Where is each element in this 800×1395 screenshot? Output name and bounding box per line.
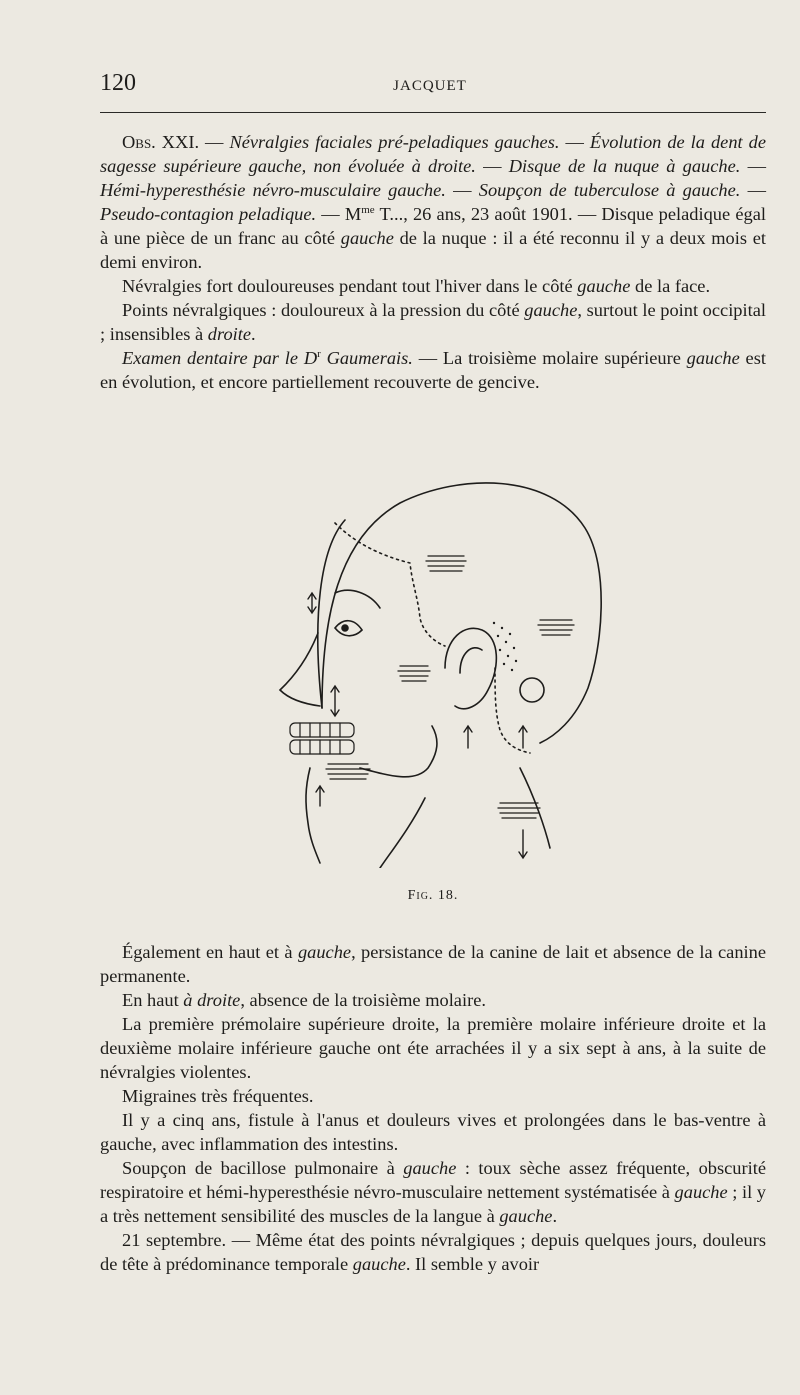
page-header <box>100 70 760 100</box>
paragraph: La première prémolaire supérieure droite, la première molaire inférieure droite et la deuxième molaire inférieure gauche ont éte arrachées il y a six sept à ans, à la suite de névralgies violentes. <box>100 1014 766 1082</box>
paragraph: Examen dentaire par le $D^r$ Gaumerais. — La troisième molaire supérieure gauche est en évolution, et encore partiellement recouverte de gencive. <box>100 347 766 392</box>
paragraph: Migraines très fréquentes. <box>122 1086 314 1106</box>
dotted-boundary-scalp <box>335 523 445 646</box>
ear <box>445 628 496 708</box>
figure-caption: Fig. 18. <box>407 888 459 903</box>
paragraph: En haut à droite, absence de la troisième molaire. <box>122 990 486 1010</box>
text-block-bottom <box>100 940 766 1276</box>
peladic-disc <box>520 678 544 702</box>
teeth-icon <box>290 723 354 754</box>
page-number: 120 <box>100 70 136 96</box>
paragraph: Névralgies fort douloureuses pendant tout l'hiver dans le côté gauche de la face. <box>122 276 711 296</box>
figure-18-head-profile <box>250 468 610 868</box>
nose-profile <box>280 633 320 706</box>
observation-heading: Obs. XXI. — Névralgies faciales pré-peladiques gauches. — Évolution de la dent de sagesse supérieure gauche, non évoluée à droite. — Disque de la nuque à gauche. — Hémi-hyperesthésie névro-musculaire gauche. — Soupçon de tuberculose à gauche. — Pseudo-contagion peladique. — $M^{me}$ T..., 26 ans, 23 août 1901. — Disque peladique égal à une pièce de un franc au côté gauche de la nuque : il a été reconnu il y a deux mois et demi environ. <box>100 132 767 272</box>
paragraph: 21 septembre. — Même état des points névralgiques ; depuis quelques jours, douleurs de tête à prédominance temporale gauche. Il semble y avoir <box>100 1230 766 1274</box>
head-profile-illustration <box>250 468 610 868</box>
observation-label: Obs. XXI. <box>122 132 200 152</box>
neck-front <box>380 798 425 868</box>
chin-profile <box>306 768 320 863</box>
head-outline <box>322 483 601 743</box>
eyebrow <box>335 590 380 608</box>
paragraph: Points névralgiques : douloureux à la pression du côté gauche, surtout le point occipital ; insensibles à droite. <box>100 300 766 344</box>
header-rule <box>100 112 766 113</box>
paragraph: Également en haut et à gauche, persistance de la canine de lait et absence de la canine permanente. <box>100 942 766 986</box>
text-block-top <box>100 130 766 394</box>
running-head: JACQUET <box>393 78 467 94</box>
paragraph: Soupçon de bacillose pulmonaire à gauche : toux sèche assez fréquente, obscurité respiratoire et hémi-hyperesthésie névro-musculaire nettement systématisée à gauche ; il y a très nettement sensibilité des muscles de la langue à gauche. <box>100 1158 766 1226</box>
paragraph: Il y a cinq ans, fistule à l'anus et douleurs vives et prolongées dans le bas-ventre à gauche, avec inflammation des intestins. <box>100 1110 766 1154</box>
hatched-zones <box>326 556 574 818</box>
jaw-line <box>360 726 437 777</box>
